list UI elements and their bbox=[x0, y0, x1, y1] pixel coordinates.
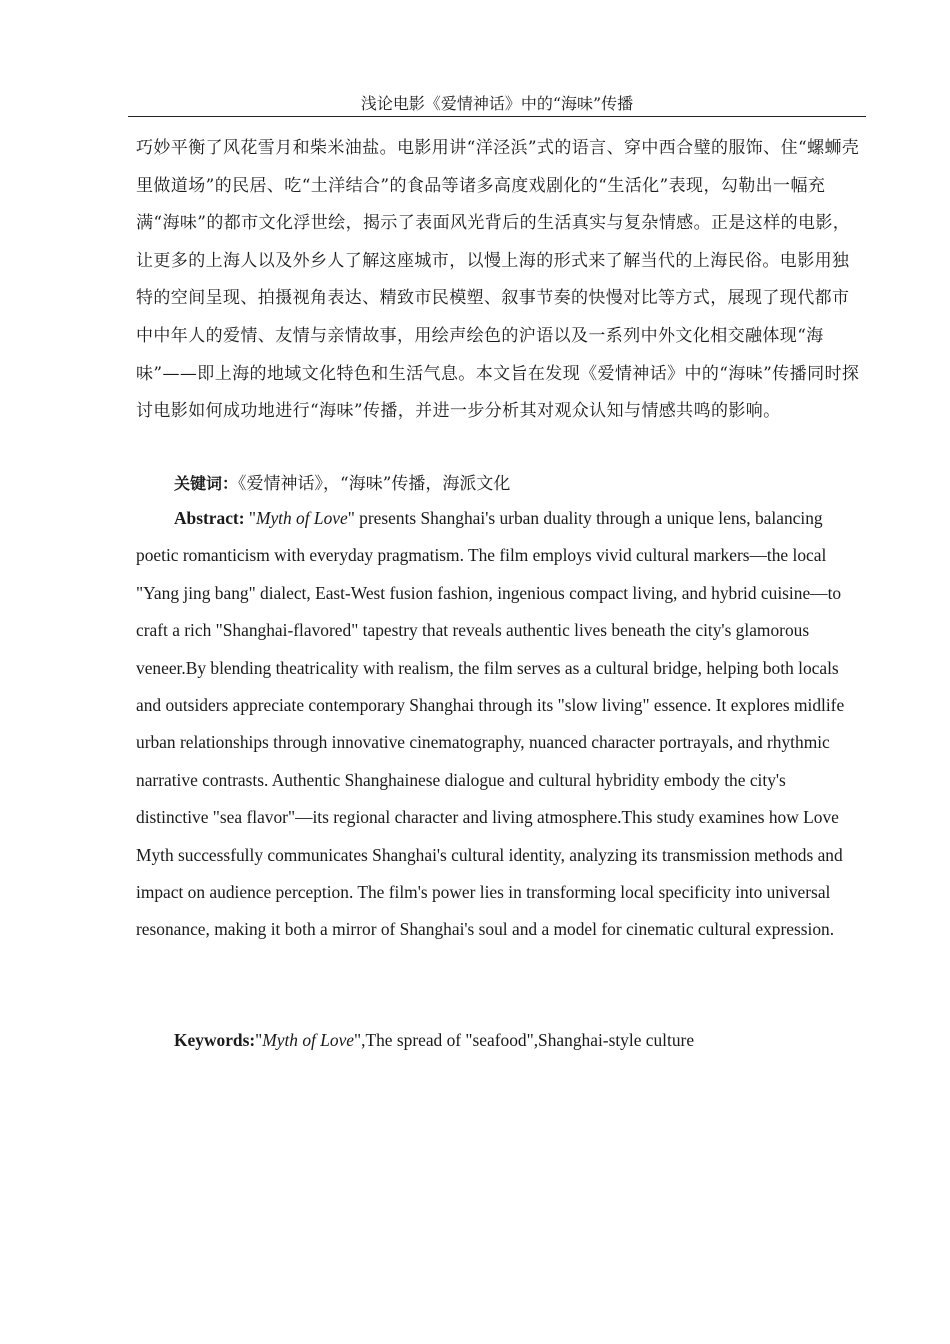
page-header bbox=[128, 92, 866, 117]
chinese-keywords-label: 关键词： bbox=[174, 474, 239, 493]
chinese-abstract-body: 巧妙平衡了风花雪月和柴米油盐。电影用讲“洋泾浜”式的语言、穿中西合璧的服饰、住“螺蛳壳里做道场”的民居、吃“土洋结合”的食品等诸多高度戏剧化的“生活化”表现，勾勒出一幅充满“海味”的都市文化浮世绘，揭示了表面风光背后的生活真实与复杂情感。正是这样的电影，让更多的上海人以及外乡人了解这座城市，以慢上海的形式来了解当代的上海民俗。电影用独特的空间呈现、拍摄视角表达、精致市民模塑、叙事节奏的快慢对比等方式，展现了现代都市中中年人的爱情、友情与亲情故事，用绘声绘色的沪语以及一系列中外文化相交融体现“海味”——即上海的地域文化特色和生活气息。本文旨在发现《爱情神话》中的“海味”传播同时探讨电影如何成功地进行“海味”传播，并进一步分析其对观众认知与情感共鸣的影响。 bbox=[136, 138, 860, 422]
keywords-rest: ",The spread of "seafood",Shanghai-style culture bbox=[354, 1030, 695, 1050]
abstract-label: Abstract: bbox=[174, 508, 245, 528]
keywords-film-title: Myth of Love bbox=[262, 1030, 355, 1050]
english-keywords bbox=[136, 1023, 862, 1057]
keywords-quote-open: " bbox=[255, 1030, 263, 1050]
keywords-label: Keywords: bbox=[174, 1030, 256, 1050]
abstract-body: " presents Shanghai's urban duality through a unique lens, balancing poetic romanticism with everyday pragmatism. The film employs vivid cultural markers—the local "Yang jing bang" dialect, East-West fusion fashion, ingenious compact living, and hybrid cuisine—to craft a rich "Shanghai-flavored" tapestry that reveals authentic lives beneath the city's glamorous veneer.By blending theatricality with realism, the film serves as a cultural bridge, helping both locals and outsiders appreciate contemporary Shanghai through its "slow living" essence. It explores midlife urban relationships through innovative cinematography, nuanced character portrayals, and rhythmic narrative contrasts. Authentic Shanghainese dialogue and cultural hybridity embody the city's distinctive "sea flavor"—its regional character and living atmosphere.This study examines how Love Myth successfully communicates Shanghai's cultural identity, analyzing its transmission methods and impact on audience perception. The film's power lies in transforming local specificity into universal resonance, making it both a mirror of Shanghai's soul and a model for cinematic cultural expression. bbox=[136, 508, 845, 940]
english-abstract bbox=[136, 500, 862, 949]
abstract-film-title: Myth of Love bbox=[255, 508, 348, 528]
chinese-keywords-text: 《爱情神话》，“海味”传播，海派文化 bbox=[238, 474, 511, 494]
chinese-keywords bbox=[174, 469, 864, 499]
abstract-quote-open: " bbox=[244, 508, 256, 528]
running-title: 浅论电影《爱情神话》中的“海味”传播 bbox=[360, 94, 634, 113]
